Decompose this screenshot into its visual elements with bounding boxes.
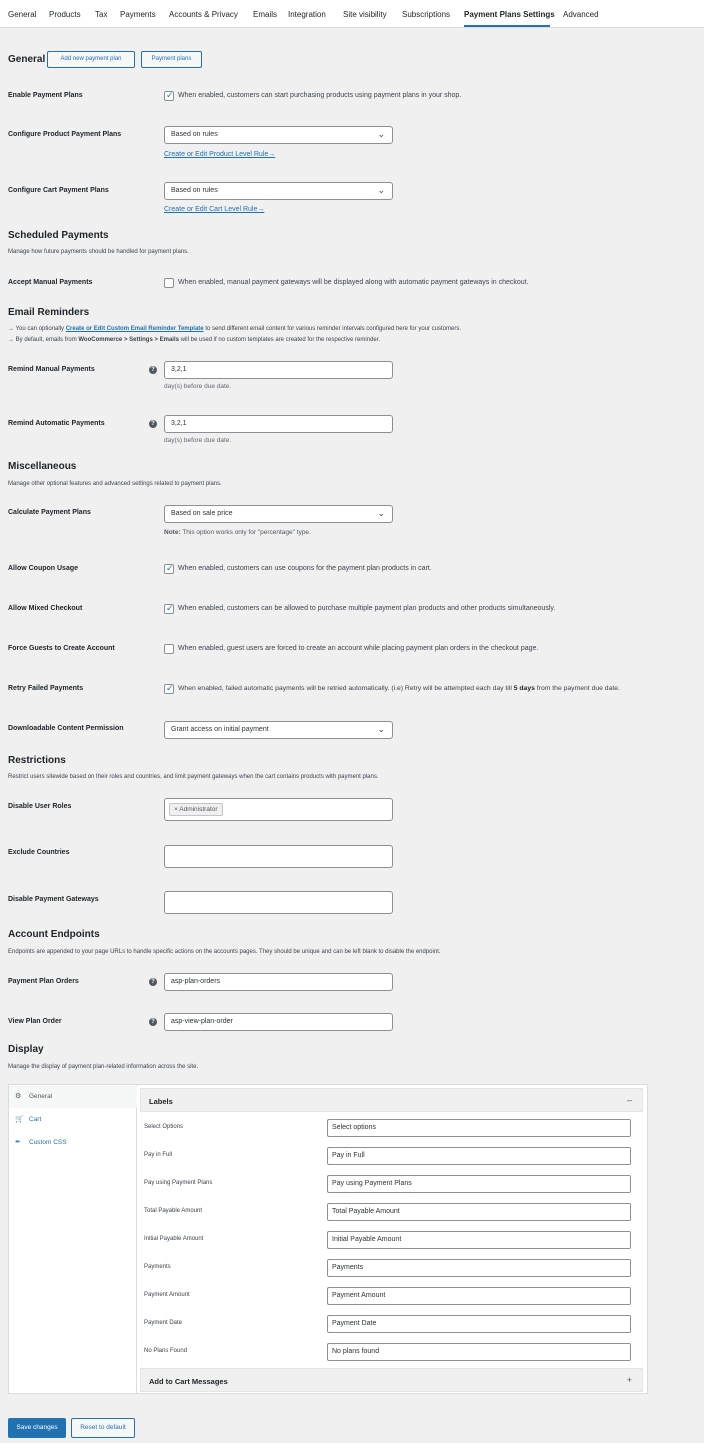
view-plan-order-input[interactable] (164, 1013, 393, 1031)
tab-accounts-privacy[interactable]: Accounts & Privacy (169, 10, 238, 19)
help-icon[interactable]: ? (149, 978, 157, 986)
retry-text: When enabled, failed automatic payments will be retried automatically. (i.e) Retry will be attempted each day till (178, 685, 512, 692)
section-heading-general: General (8, 54, 46, 65)
chevron-down-icon: ⌄ (377, 724, 385, 734)
note-text: → By default, emails from (8, 337, 77, 343)
cart-icon: 🛒 (15, 1116, 24, 1123)
input-value: 3,2,1 (171, 420, 187, 427)
sidebar-item-cart[interactable] (9, 1109, 137, 1131)
label-row-name: Payment Amount (144, 1292, 190, 1298)
label-row-name: Pay using Payment Plans (144, 1180, 213, 1186)
enable-payment-plans-checkbox[interactable] (164, 91, 174, 101)
disable-user-roles-select[interactable] (164, 798, 393, 821)
allow-mixed-checkout-checkbox[interactable] (164, 604, 174, 614)
calculate-note (164, 529, 311, 536)
remind-automatic-hint: day(s) before due date. (164, 437, 232, 444)
cart-payment-plans-label: Configure Cart Payment Plans (8, 187, 109, 194)
label-row-input[interactable] (327, 1119, 631, 1137)
input-value: No plans found (332, 1348, 380, 1355)
misc-description: Manage other optional features and advanced settings related to payment plans. (8, 481, 222, 487)
label-row-input[interactable] (327, 1175, 631, 1193)
display-sidebar (9, 1085, 137, 1393)
remind-automatic-input[interactable] (164, 415, 393, 433)
collapse-icon[interactable]: – (626, 1095, 632, 1105)
input-value: Payments (332, 1264, 364, 1271)
help-icon[interactable]: ? (149, 1018, 157, 1026)
label-row-input[interactable] (327, 1259, 631, 1277)
payment-plans-button[interactable]: Payment plans (141, 51, 202, 68)
select-value: Based on rules (171, 131, 218, 138)
retry-failed-text (178, 685, 620, 692)
reset-to-default-button[interactable]: Reset to default (71, 1418, 135, 1438)
chevron-down-icon: ⌄ (377, 129, 385, 139)
tab-advanced[interactable]: Advanced (563, 10, 599, 19)
label-row-name: Payments (144, 1264, 171, 1270)
label-row-name: Total Payable Amount (144, 1208, 203, 1214)
label-row-name: Select Options (144, 1124, 184, 1130)
input-value: 3,2,1 (171, 366, 187, 373)
sidebar-item-label: Cart (29, 1116, 42, 1123)
label-row-name: Pay in Full (144, 1152, 173, 1158)
label-row-name: Initial Payable Amount (144, 1236, 204, 1242)
input-value: Pay in Full (332, 1152, 365, 1159)
remind-manual-label: Remind Manual Payments (8, 366, 95, 373)
note-bold: WooCommerce > Settings > Emails (78, 337, 179, 343)
product-payment-plans-label: Configure Product Payment Plans (8, 131, 122, 138)
gear-icon: ⚙ (15, 1093, 22, 1100)
retry-text: from the payment due date. (536, 685, 620, 692)
section-heading-scheduled: Scheduled Payments (8, 230, 109, 241)
input-value: asp-plan-orders (171, 978, 221, 985)
cart-payment-plans-select[interactable] (164, 182, 393, 200)
active-tab-indicator (464, 25, 550, 27)
force-guests-label: Force Guests to Create Account (8, 645, 115, 652)
cart-messages-heading: Add to Cart Messages (149, 1377, 228, 1386)
select-value: Grant access on initial payment (171, 726, 269, 733)
section-heading-misc: Miscellaneous (8, 461, 77, 472)
note-text: will be used if no custom templates are created for the respective reminder. (180, 337, 381, 343)
retry-failed-checkbox[interactable] (164, 684, 174, 694)
tab-integration[interactable]: Integration (288, 10, 326, 19)
force-guests-text: When enabled, guest users are forced to create an account while placing payment plan orders in the checkout page. (178, 645, 539, 652)
section-heading-email: Email Reminders (8, 307, 90, 318)
sidebar-item-label: General (29, 1093, 53, 1100)
role-chip-administrator[interactable]: × Administrator (169, 803, 223, 816)
label-row-input[interactable] (327, 1315, 631, 1333)
save-changes-button[interactable]: Save changes (8, 1418, 66, 1438)
downloadable-permission-select[interactable] (164, 721, 393, 739)
tab-payment-plans-settings[interactable]: Payment Plans Settings (464, 10, 555, 19)
note-text: → You can optionally (8, 326, 65, 332)
restrictions-description: Restrict users sitewide based on their roles and countries, and limit payment gateways when the cart contains products with payment plans. (8, 774, 379, 780)
chevron-down-icon: ⌄ (377, 508, 385, 518)
tab-payments[interactable]: Payments (120, 10, 156, 19)
allow-coupon-text: When enabled, customers can use coupons for the payment plan products in cart. (178, 565, 432, 572)
email-note-2 (8, 337, 380, 343)
remind-manual-hint: day(s) before due date. (164, 383, 232, 390)
input-value: Payment Date (332, 1320, 377, 1327)
payment-plan-orders-label: Payment Plan Orders (8, 978, 79, 985)
tab-emails[interactable]: Emails (253, 10, 278, 19)
accept-manual-payments-checkbox[interactable] (164, 278, 174, 288)
downloadable-permission-label: Downloadable Content Permission (8, 725, 124, 732)
display-settings-panel (8, 1084, 648, 1394)
note-text: to send different email content for various reminder intervals configured here for your customers. (205, 326, 461, 332)
retry-days: 5 days (513, 685, 535, 692)
tab-site-visibility[interactable]: Site visibility (343, 10, 387, 19)
label-row-input[interactable] (327, 1231, 631, 1249)
label-row-input[interactable] (327, 1147, 631, 1165)
tab-subscriptions[interactable]: Subscriptions (402, 10, 451, 19)
enable-payment-plans-text: When enabled, customers can start purchasing products using payment plans in your shop. (178, 92, 462, 99)
sidebar-item-custom-css[interactable] (9, 1132, 137, 1154)
tab-tax[interactable]: Tax (95, 10, 108, 19)
label-row-input[interactable] (327, 1343, 631, 1361)
disable-user-roles-label: Disable User Roles (8, 803, 72, 810)
accept-manual-payments-text: When enabled, manual payment gateways will be displayed along with automatic payment gateways in checkout. (178, 279, 529, 286)
cart-level-rule-link[interactable]: Create or Edit Cart Level Rule→ (164, 206, 265, 213)
select-value: Based on sale price (171, 510, 233, 517)
exclude-countries-label: Exclude Countries (8, 849, 70, 856)
input-value: Initial Payable Amount (332, 1236, 402, 1243)
label-row-input[interactable] (327, 1287, 631, 1305)
label-row-name: Payment Date (144, 1320, 183, 1326)
section-heading-endpoints: Account Endpoints (8, 929, 100, 940)
input-value: Select options (332, 1124, 376, 1131)
section-heading-display: Display (8, 1044, 44, 1055)
input-value: Pay using Payment Plans (332, 1180, 412, 1187)
input-value: asp-view-plan-order (171, 1018, 233, 1025)
select-value: Based on rules (171, 187, 218, 194)
help-icon[interactable]: ? (149, 366, 157, 374)
scheduled-description: Manage how future payments should be handled for payment plans. (8, 249, 189, 255)
settings-tab-bar (0, 0, 704, 28)
allow-mixed-checkout-label: Allow Mixed Checkout (8, 605, 83, 612)
email-note-1 (8, 326, 461, 332)
sidebar-item-general[interactable] (9, 1086, 137, 1108)
accept-manual-payments-label: Accept Manual Payments (8, 279, 93, 286)
input-value: Payment Amount (332, 1292, 386, 1299)
tab-general[interactable]: General (8, 10, 37, 19)
force-guests-checkbox[interactable] (164, 644, 174, 654)
label-row-name: No Plans Found (144, 1348, 188, 1354)
help-icon[interactable]: ? (149, 420, 157, 428)
chevron-down-icon: ⌄ (377, 185, 385, 195)
calculate-payment-plans-label: Calculate Payment Plans (8, 509, 91, 516)
sidebar-item-label: Custom CSS (29, 1139, 67, 1146)
calculate-payment-plans-select[interactable] (164, 505, 393, 523)
custom-email-template-link[interactable]: Create or Edit Custom Email Reminder Template (65, 326, 204, 332)
input-value: Total Payable Amount (332, 1208, 400, 1215)
allow-coupon-label: Allow Coupon Usage (8, 565, 78, 572)
labels-accordion-header[interactable] (140, 1088, 643, 1112)
section-heading-restrictions: Restrictions (8, 755, 66, 766)
product-level-rule-link[interactable]: Create or Edit Product Level Rule→ (164, 151, 276, 158)
endpoints-description: Endpoints are appended to your page URLs to handle specific actions on the accounts pages. They should be unique and can be left blank to disable the endpoint. (8, 949, 441, 955)
label-row-input[interactable] (327, 1203, 631, 1221)
product-payment-plans-select[interactable] (164, 126, 393, 144)
allow-mixed-checkout-text: When enabled, customers can be allowed to purchase multiple payment plan products and other products simultaneously. (178, 605, 556, 612)
remind-automatic-label: Remind Automatic Payments (8, 420, 105, 427)
expand-icon[interactable]: + (626, 1375, 632, 1385)
note-text: This option works only for "percentage" type. (182, 529, 311, 536)
retry-failed-label: Retry Failed Payments (8, 685, 84, 692)
cart-messages-accordion-header[interactable] (140, 1368, 643, 1392)
payment-plan-orders-input[interactable] (164, 973, 393, 991)
brush-icon: ✒ (15, 1139, 21, 1146)
labels-heading: Labels (149, 1097, 173, 1106)
add-new-payment-plan-button[interactable]: Add new payment plan (47, 51, 135, 68)
allow-coupon-checkbox[interactable] (164, 564, 174, 574)
remind-manual-input[interactable] (164, 361, 393, 379)
enable-payment-plans-label: Enable Payment Plans (8, 92, 83, 99)
note-bold: Note: (164, 529, 181, 536)
disable-gateways-select[interactable] (164, 891, 393, 914)
tab-products[interactable]: Products (49, 10, 81, 19)
display-description: Manage the display of payment plan-related information across the site. (8, 1064, 199, 1070)
exclude-countries-select[interactable] (164, 845, 393, 868)
disable-gateways-label: Disable Payment Gateways (8, 896, 99, 903)
view-plan-order-label: View Plan Order (8, 1018, 62, 1025)
